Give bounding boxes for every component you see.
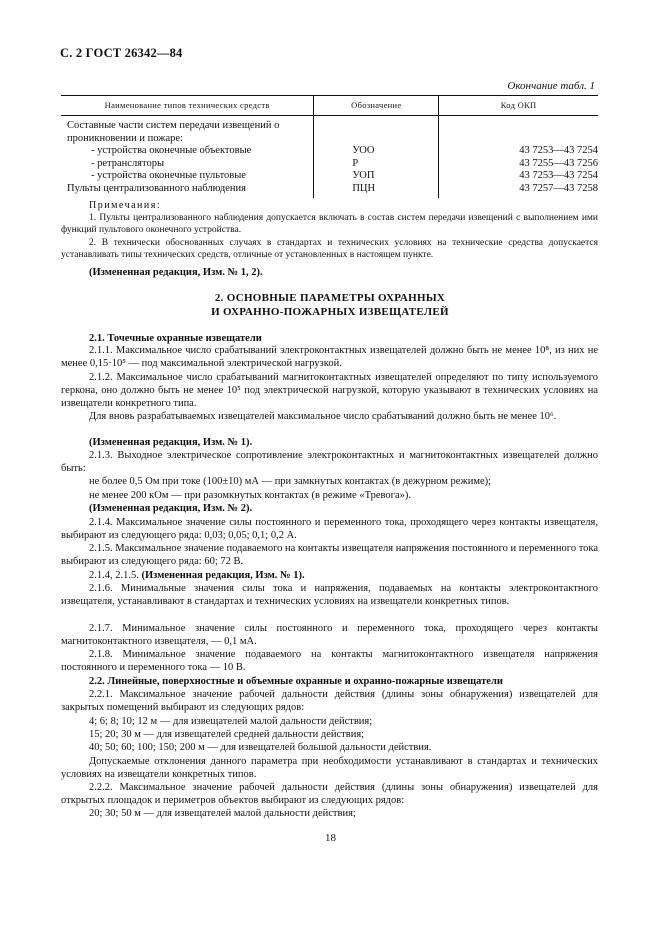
row-okp: 43 7253—43 7254 [519,145,598,156]
paragraph-2-2-1-d: Допускаемые отклонения данного параметра при необходимости устанавливают в стандартах и технических условиях на извещатели конкретных типов. [61,756,598,780]
row-okp: 43 7253—43 7254 [519,170,598,181]
subsection-heading-2-1: 2.1. Точечные охранные извещатели [89,333,262,344]
paragraph-2-1-1: 2.1.1. Максимальное число срабатываний электроконтактных извещателей должно быть не менее 10⁸, из них не менее 0,15·10⁵ — под максимальной электрической нагрузкой. [61,345,598,369]
paragraph-2-1-3: 2.1.3. Выходное электрическое сопротивление электроконтактных и магнитоконтактных извещателей должно быть: [61,450,598,474]
equipment-table [61,95,598,198]
note-1: 1. Пульты централизованного наблюдения допускается включать в состав систем передачи извещений с выполнением ими функций пультового оконечного устройства. [61,213,598,236]
table-cell-name [61,116,314,199]
paragraph-2-1-7: 2.1.7. Минимальное значение силы постоянного и переменного тока, проходящего через контакты магнитоконтактного извещателя, — 0,1 мА. [61,623,598,647]
row-okp: 43 7257—43 7258 [519,182,598,194]
paragraph-2-1-5: 2.1.5. Максимальное значение подаваемого на контакты извещателя напряжения постоянного и переменного тока выбирают из следующего ряда: 60; 72 В. [61,543,598,567]
paragraph-2-1-5-amend [89,570,598,583]
amendment-note: (Измененная редакция, Изм. № 2). [89,503,253,514]
row-name: - устройства оконечные пультовые [91,170,246,181]
row-name: проникновении и пожаре: [67,132,183,144]
amendment-note: (Измененная редакция, Изм. № 1, 2). [89,267,263,278]
paragraph-2-2-1-a: 4; 6; 8; 10; 12 м — для извещателей малой дальности действия; [89,716,373,727]
row-name: Пульты централизованного наблюдения [67,182,246,194]
column-header-okp-code: Код ОКП [439,96,598,116]
amend-label: (Измененная редакция, Изм. № 1). [141,570,305,581]
row-code: УОО [352,145,375,156]
section-title [60,291,600,319]
page-header: С. 2 ГОСТ 26342—84 [60,46,183,60]
column-header-designation: Обозначение [314,96,439,116]
table-cell-okp [439,116,598,199]
paragraph-2-1-2: 2.1.2. Максимальное число срабатываний магнитоконтактных извещателей определяют по типу используемого геркона, оно должно быть не менее 10⁵ под электрической нагрузкой, которую указывают в технических условиях на извещатели конкретного типа. [61,372,598,409]
section-title-line-1: 2. ОСНОВНЫЕ ПАРАМЕТРЫ ОХРАННЫХ [214,292,446,304]
row-code [352,133,438,146]
paragraph-2-1-3-b: не менее 200 кОм — при разомкнутых контактах (в режиме «Тревога»). [89,490,411,501]
table-row [61,116,598,199]
row-code: Р [352,157,359,169]
row-name: - ретрансляторы [91,157,165,169]
row-code [352,120,438,133]
paragraph-2-2-1: 2.2.1. Максимальное значение рабочей дальности действия (длины зоны обнаружения) извещателей для закрытых помещений выбирают из следующих рядов: [61,689,598,713]
paragraph-2-2-1-c: 40; 50; 60; 100; 150; 200 м — для извещателей большой дальности действия. [89,742,432,753]
row-name: - устройства оконечные объектовые [91,145,252,156]
row-okp [519,120,598,133]
row-okp [519,133,598,146]
table-cell-designation [314,116,439,199]
note-2: 2. В технически обоснованных случаях в стандартах и технических условиях на технические средства допускается устанавливать типы технических средств, отличные от установленных в настоящем пункте. [61,238,598,261]
subsection-heading-2-2: 2.2. Линейные, поверхностные и объемные охранные и охранно-пожарные извещатели [89,676,503,687]
section-title-line-2: И ОХРАННО-ПОЖАРНЫХ ИЗВЕЩАТЕЛЕЙ [211,306,449,318]
table-caption: Окончание табл. 1 [507,80,595,92]
paragraph-2-2-2-a: 20; 30; 50 м — для извещателей малой дальности действия; [89,808,356,819]
table-header-row [61,96,598,116]
paragraph-2-2-1-b: 15; 20; 30 м — для извещателей средней дальности действия; [89,729,365,740]
paragraph-2-1-2-b: Для вновь разрабатываемых извещателей максимальное число срабатываний должно быть не менее 10⁶. [89,411,557,422]
notes-title: Примечания: [89,200,162,211]
paragraph-2-1-3-a: не более 0,5 Ом при токе (100±10) мА — при замкнутых контактах (в дежурном режиме); [89,476,492,487]
row-name: Составные части систем передачи извещений о [67,120,280,131]
row-code: ПЦН [352,182,376,194]
column-header-name: Наименование типов технических средств [61,96,314,116]
amend-numbers: 2.1.4, 2.1.5. [89,570,139,581]
paragraph-2-2-2: 2.2.2. Максимальное значение рабочей дальности действия (длины зоны обнаружения) извещателей для открытых площадок и периметров объектов выбирают из следующих рядов: [61,782,598,806]
row-okp: 43 7255—43 7256 [519,157,598,169]
page-number: 18 [325,832,336,844]
paragraph-2-1-8: 2.1.8. Минимальное значение подаваемого на контакты магнитоконтактного извещателя напряжения постоянного и переменного тока — 10 В. [61,649,598,673]
row-code: УОП [352,170,375,181]
paragraph-2-1-4: 2.1.4. Максимальное значение силы постоянного и переменного тока, проходящего через контакты извещателя, выбирают из следующего ряда: 0,03; 0,05; 0,1; 0,2 А. [61,517,598,541]
amendment-note: (Измененная редакция, Изм. № 1). [89,437,253,448]
paragraph-2-1-6: 2.1.6. Минимальные значения силы тока и напряжения, подаваемых на контакты электроконтактного извещателя, устанавливают в стандартах и технических условиях на извещатели конкретных типов. [61,583,598,607]
